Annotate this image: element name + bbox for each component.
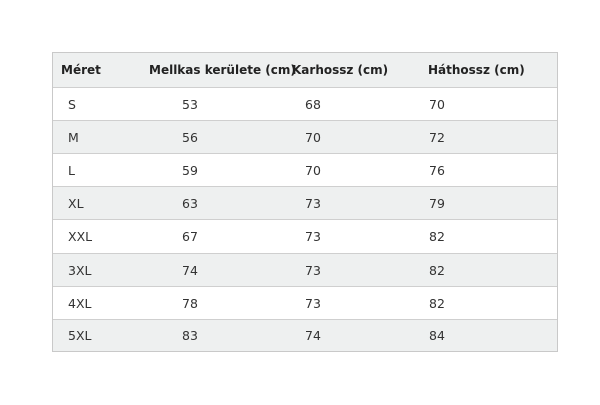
header-size: Méret	[61, 63, 101, 77]
header-back-length: Háthossz (cm)	[428, 63, 525, 77]
cell-back-length: 79	[429, 195, 445, 211]
cell-sleeve: 74	[305, 328, 321, 343]
cell-sleeve: 73	[305, 295, 321, 311]
table-row	[53, 253, 557, 286]
cell-chest: 67	[182, 229, 198, 244]
cell-size: 3XL	[68, 262, 92, 278]
cell-back-length: 76	[429, 162, 445, 178]
cell-back-length: 82	[429, 262, 445, 278]
table-row	[53, 286, 557, 319]
table-row	[53, 87, 557, 120]
cell-sleeve: 73	[305, 229, 321, 244]
table-header-row	[53, 53, 557, 87]
cell-size: XXL	[68, 229, 93, 244]
cell-size: 4XL	[68, 295, 92, 311]
cell-sleeve: 68	[305, 96, 321, 112]
table-row	[53, 319, 557, 351]
size-chart-table	[52, 52, 558, 352]
cell-size: M	[68, 129, 79, 145]
table-row	[53, 186, 557, 219]
cell-chest: 56	[182, 129, 198, 145]
table-row	[53, 219, 557, 253]
cell-chest: 59	[182, 162, 198, 178]
cell-size: S	[68, 96, 76, 112]
cell-sleeve: 73	[305, 262, 321, 278]
cell-size: L	[68, 162, 75, 178]
header-chest: Mellkas kerülete (cm)	[149, 63, 296, 77]
cell-back-length: 72	[429, 129, 445, 145]
cell-sleeve: 73	[305, 195, 321, 211]
cell-chest: 83	[182, 328, 198, 343]
cell-back-length: 82	[429, 229, 445, 244]
table-row	[53, 120, 557, 153]
table-row	[53, 153, 557, 186]
cell-back-length: 82	[429, 295, 445, 311]
cell-back-length: 84	[429, 328, 445, 343]
cell-size: XL	[68, 195, 84, 211]
cell-back-length: 70	[429, 96, 445, 112]
cell-chest: 53	[182, 96, 198, 112]
cell-sleeve: 70	[305, 162, 321, 178]
header-sleeve: Karhossz (cm)	[292, 63, 389, 77]
cell-chest: 63	[182, 195, 198, 211]
cell-chest: 78	[182, 295, 198, 311]
cell-size: 5XL	[68, 328, 92, 343]
cell-chest: 74	[182, 262, 198, 278]
cell-sleeve: 70	[305, 129, 321, 145]
